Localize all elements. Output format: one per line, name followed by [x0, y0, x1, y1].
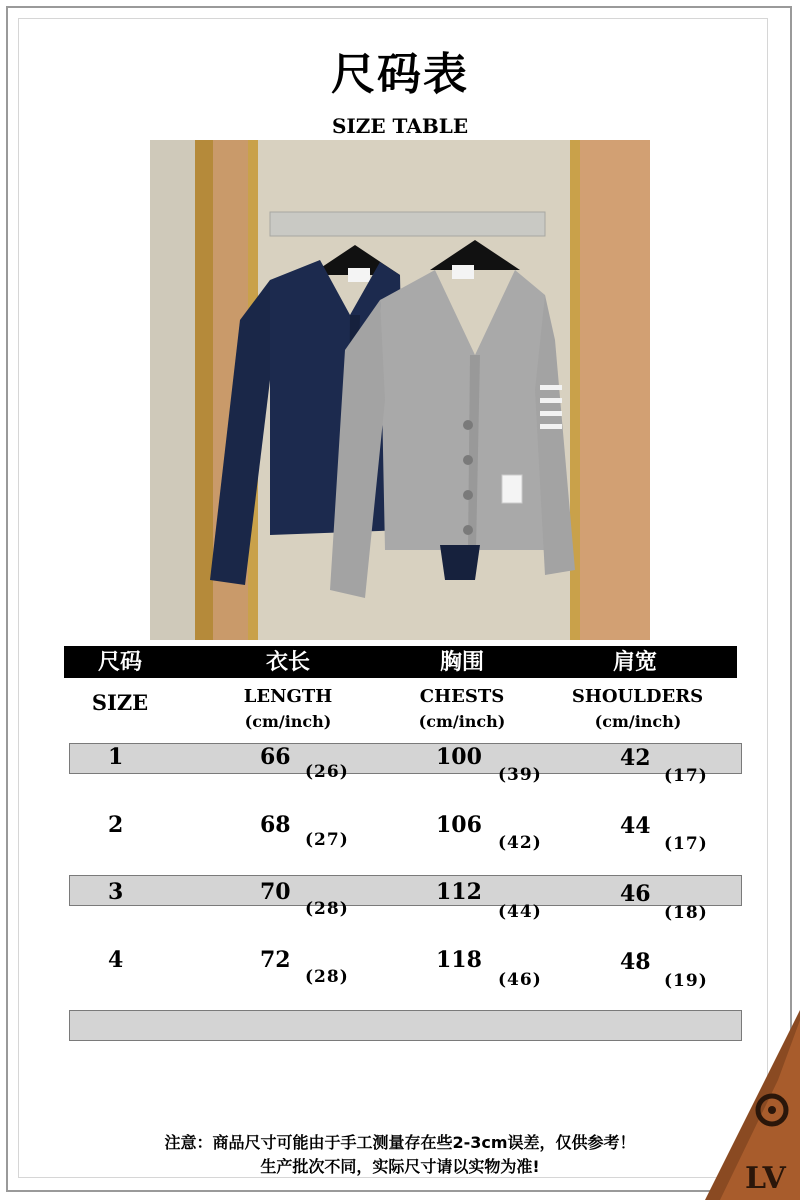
- note-line-1: 注意：商品尺寸可能由于手工测量存在些2-3cm误差，仅供参考！: [164, 1133, 636, 1152]
- column-header-length-cn: 衣长: [265, 650, 310, 675]
- length-inch-cell: (28): [305, 967, 349, 987]
- size-cell: 4: [108, 947, 124, 973]
- shoulder-cell: 44: [620, 813, 651, 839]
- column-header-chest-cn: 胸围: [439, 650, 484, 675]
- size-cell: 3: [108, 879, 124, 905]
- length-cell: 70: [260, 879, 291, 905]
- length-inch-cell: (26): [305, 762, 349, 782]
- column-header-shoulder-en: SHOULDERS: [571, 686, 704, 707]
- column-header-chest-en: CHESTS: [419, 686, 505, 707]
- chest-inch-cell: (46): [498, 970, 542, 990]
- page-title-en: SIZE TABLE: [331, 114, 469, 138]
- length-cell: 68: [260, 812, 291, 838]
- shoulder-cell: 46: [620, 881, 651, 907]
- page-title-cn: 尺码表: [331, 49, 469, 100]
- shoulder-inch-cell: (17): [664, 834, 708, 854]
- row-stripe-empty: [69, 1010, 742, 1041]
- chest-inch-cell: (39): [498, 765, 542, 785]
- length-inch-cell: (28): [305, 899, 349, 919]
- column-unit-length: (cm/inch): [244, 712, 332, 731]
- shoulder-cell: 48: [620, 949, 651, 975]
- length-inch-cell: (27): [305, 830, 349, 850]
- decorative-strap-corner: [700, 1010, 800, 1200]
- column-unit-chest: (cm/inch): [418, 712, 506, 731]
- chest-cell: 112: [436, 879, 482, 905]
- note-line-2: 生产批次不同，实际尺寸请以实物为准!: [260, 1157, 540, 1176]
- shoulder-inch-cell: (18): [664, 903, 708, 923]
- shoulder-inch-cell: (17): [664, 766, 708, 786]
- chest-inch-cell: (44): [498, 902, 542, 922]
- length-cell: 72: [260, 947, 291, 973]
- chest-cell: 118: [436, 947, 482, 973]
- column-header-shoulder-cn: 肩宽: [612, 650, 657, 675]
- shoulder-cell: 42: [620, 745, 651, 771]
- cardigans-illustration: [150, 140, 650, 640]
- product-photo: [150, 140, 650, 640]
- chest-cell: 106: [436, 812, 482, 838]
- length-cell: 66: [260, 744, 291, 770]
- column-header-size-en: SIZE: [91, 690, 149, 715]
- column-header-size-cn: 尺码: [97, 650, 142, 675]
- shoulder-inch-cell: (19): [664, 971, 708, 991]
- column-unit-shoulder: (cm/inch): [594, 712, 682, 731]
- size-cell: 1: [108, 744, 124, 770]
- column-header-length-en: LENGTH: [243, 686, 333, 707]
- chest-inch-cell: (42): [498, 833, 542, 853]
- size-cell: 2: [108, 812, 124, 838]
- monogram-icon: LV: [745, 1161, 786, 1196]
- chest-cell: 100: [436, 744, 482, 770]
